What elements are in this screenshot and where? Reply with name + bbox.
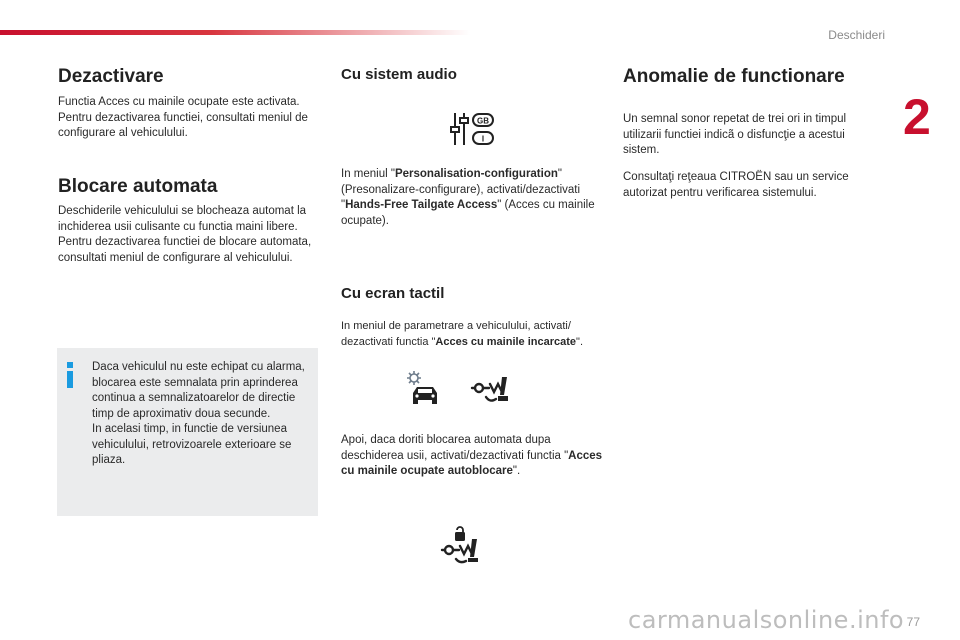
blocare-text-1: Deschiderile vehiculului se blocheaza automat la inchiderea usii culisante cu functia maini libere. xyxy=(58,205,307,233)
paragraph-dezactivare: Functia Acces cu mainile ocupate este activata. Pentru dezactivarea functiei, consultati meniul de configurare al vehiculului. xyxy=(58,96,308,139)
audio-icon-gb: GB xyxy=(477,116,489,126)
audio-function-name: Hands-Free Tailgate Access xyxy=(345,199,498,211)
chapter-number: 2 xyxy=(903,89,931,145)
watermark: carmanualsonline.info xyxy=(628,606,905,634)
blocare-text-2: Pentru dezactivarea functiei de blocare automata, consultati meniul de configurare al vehiculului. xyxy=(58,236,312,264)
info-note-text xyxy=(92,360,307,469)
info-note-box xyxy=(57,348,318,516)
paragraph-autolock xyxy=(341,433,603,480)
heading-cu-sistem-audio: Cu sistem audio xyxy=(341,66,457,83)
autolock-text-post: ". xyxy=(512,465,521,477)
audio-text-post: " (Acces cu mainile ocupate). xyxy=(341,199,595,227)
header-accent-bar xyxy=(0,30,470,35)
paragraph-anomalie-2: Consultaţi reţeaua CITROËN sau un service autorizat pentru verificarea sistemului. xyxy=(623,171,849,199)
audio-settings-icon xyxy=(450,111,496,147)
heading-blocare-automata: Blocare automata xyxy=(58,176,218,197)
note-line-2: In acelasi timp, in functie de versiunea vehiculului, retrovizoarele exterioare se pliaza. xyxy=(92,423,292,466)
paragraph-blocare-automata xyxy=(58,204,320,266)
autolock-text-pre: Apoi, daca doriti blocarea automata dupa deschiderea usii, activati/dezactivati functia " xyxy=(341,434,569,462)
audio-menu-name: Personalisation-configuration xyxy=(394,168,558,180)
heading-anomalie: Anomalie de functionare xyxy=(623,66,845,87)
paragraph-audio xyxy=(341,167,603,229)
audio-text-pre: In meniul " xyxy=(341,168,395,180)
hands-free-autolock-icon xyxy=(440,525,482,565)
audio-icon-i: I xyxy=(481,134,485,144)
touch-function-name: Acces cu mainile incarcate xyxy=(435,335,577,348)
page-number: 77 xyxy=(906,615,920,629)
heading-cu-ecran-tactil: Cu ecran tactil xyxy=(341,285,445,302)
paragraph-anomalie-1: Un semnal sonor repetat de trei ori in timpul utilizarii functiei indicã o disfuncţie a acestui sistem. xyxy=(623,113,847,156)
paragraph-touch xyxy=(341,319,611,350)
hands-free-tailgate-icon xyxy=(470,373,512,405)
touch-text-post: ". xyxy=(576,335,584,348)
touch-text-pre: In meniul de parametrare a vehiculului, activati/ dezactivati functia " xyxy=(341,320,571,348)
info-icon xyxy=(65,362,75,388)
heading-dezactivare: Dezactivare xyxy=(58,66,164,87)
section-label: Deschideri xyxy=(828,28,885,42)
audio-text-mid: " (Presonalizare-configurare), activati/dezactivati " xyxy=(341,168,581,211)
vehicle-settings-icon xyxy=(405,370,441,406)
note-line-1: Daca vehiculul nu este echipat cu alarma, blocarea este semnalata prin aprinderea continua a semnalizatoarelor de directie timp de aproximativ doua secunde. xyxy=(92,361,305,420)
autolock-function-name: Acces cu mainile ocupate autoblocare xyxy=(341,449,603,477)
